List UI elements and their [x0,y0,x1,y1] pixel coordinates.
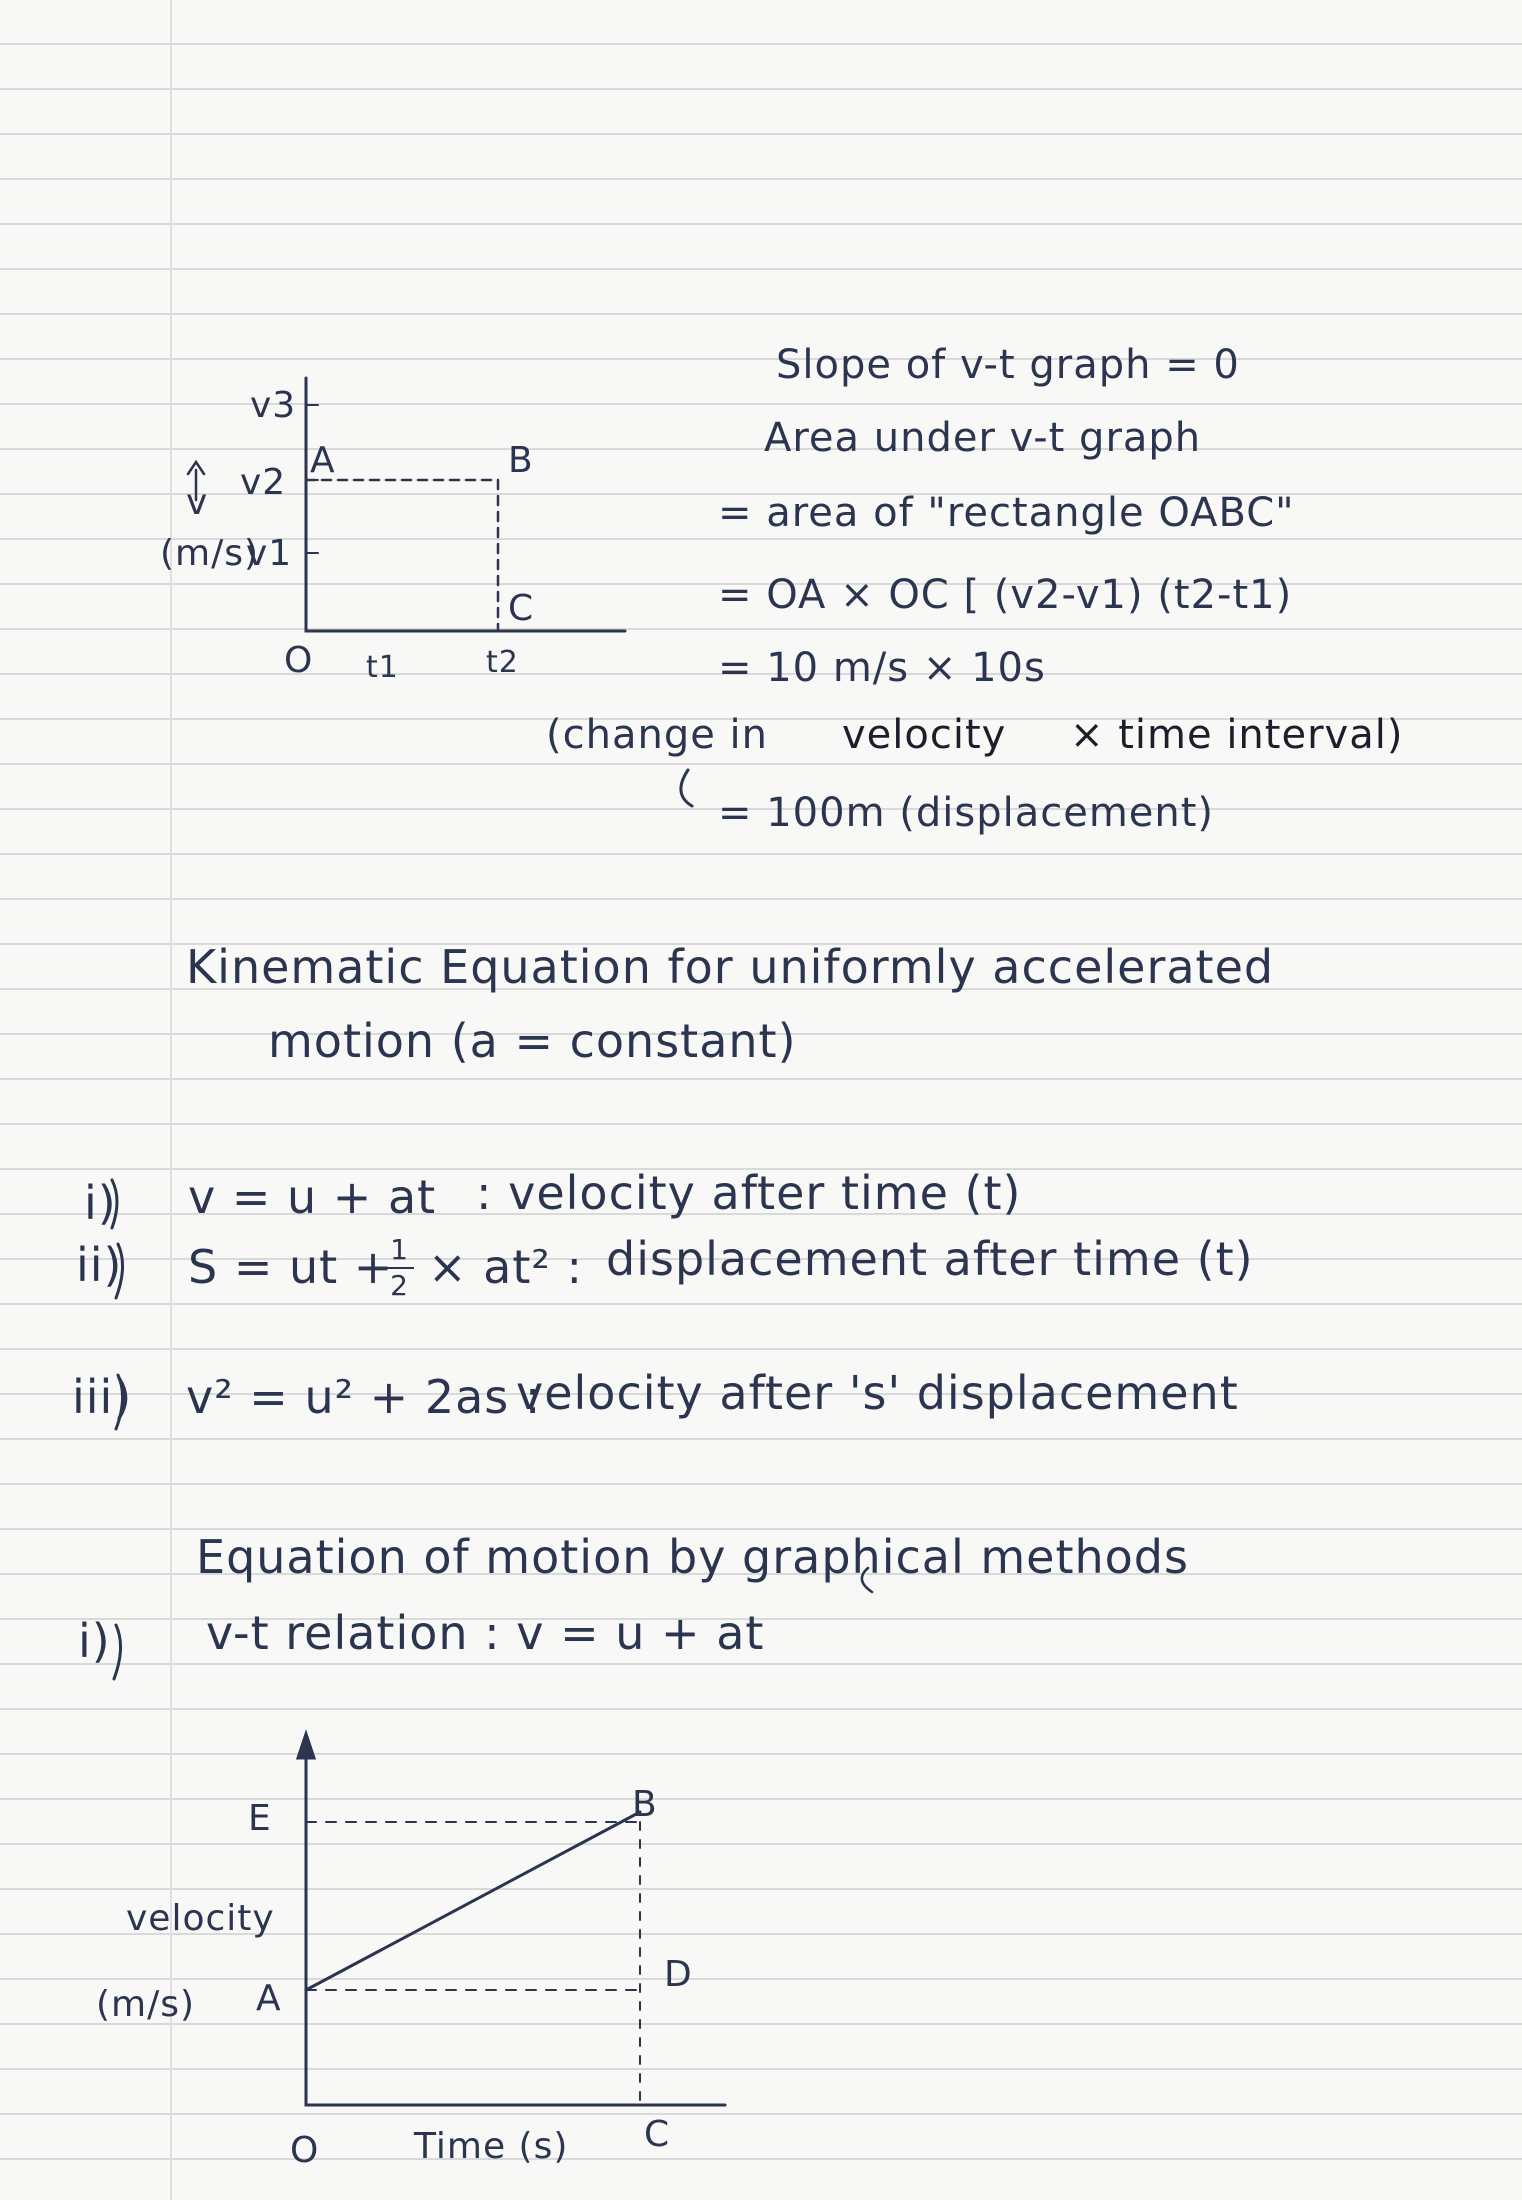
eq2-desc: displacement after time (t) [606,1232,1254,1286]
graph2-ylabel-unit: (m/s) [96,1984,196,2025]
graph2-label-C: C [644,2114,671,2155]
note-slope: Slope of v-t graph = 0 [776,342,1240,388]
note-100m: = 100m (displacement) [718,790,1215,836]
graph2-label-B: B [632,1784,658,1825]
label-v3: v3 [250,385,297,426]
eq2-frac-num: 1 [390,1233,408,1266]
eq2-formula: S = ut + [188,1240,394,1294]
kinematic-subtitle: motion (a = constant) [268,1014,797,1068]
label-v1: v1 [246,533,293,574]
graph2-label-A: A [256,1978,282,2019]
eq2-fraction [384,1233,414,1302]
eq1-desc: : velocity after time (t) [476,1166,1022,1220]
kinematic-title: Kinematic Equation for uniformly accelerated [186,940,1275,994]
graphical-relation: v-t relation : v = u + at [206,1606,765,1660]
label-C: C [508,588,535,629]
label-v2: v2 [240,462,287,503]
graph2-label-E: E [248,1798,272,1839]
graphical-title: Equation of motion by graphical methods [196,1530,1189,1584]
note-area-rectangle: = area of "rectangle OABC" [718,490,1295,536]
eq3-number: iii) [72,1370,133,1424]
graph2-ylabel-velocity: velocity [126,1898,275,1939]
label-v-axis: v [186,482,209,523]
graph2-xlabel: Time (s) [414,2126,569,2167]
brace-mark [681,770,692,806]
eq1-number: i) [84,1176,117,1230]
eq3-formula: v² = u² + 2as : [186,1370,542,1424]
note-oa-oc: = OA × OC [ (v2-v1) (t2-t1) [718,572,1293,618]
note-velocity: velocity [842,712,1007,758]
graph2-label-O: O [290,2130,320,2171]
eq1-formula: v = u + at [188,1170,437,1224]
label-A: A [310,440,336,481]
graphical-number: i) [78,1614,111,1668]
note-area-under: Area under v-t graph [764,415,1202,461]
label-t1: t1 [366,650,399,685]
graphical-bracket [114,1625,121,1679]
eq2-number: ii) [76,1238,123,1292]
note-10ms: = 10 m/s × 10s [718,645,1046,691]
note-time-interval: × time interval) [1070,712,1404,758]
eq2-frac-den: 2 [390,1269,408,1302]
graph2-axes [306,1745,725,2105]
graph2-label-D: D [664,1954,693,1995]
arrow-up-icon [298,1734,314,1758]
note-change-in: (change in [546,712,768,758]
label-unit: (m/s) [160,533,260,574]
graph1-axes [306,378,625,631]
label-O: O [284,640,314,681]
graph2-line-AB [306,1812,640,1990]
eq2-rest: × at² : [428,1240,583,1294]
label-t2: t2 [486,645,519,680]
label-B: B [508,440,534,481]
eq3-desc: velocity after 's' displacement [516,1366,1239,1420]
